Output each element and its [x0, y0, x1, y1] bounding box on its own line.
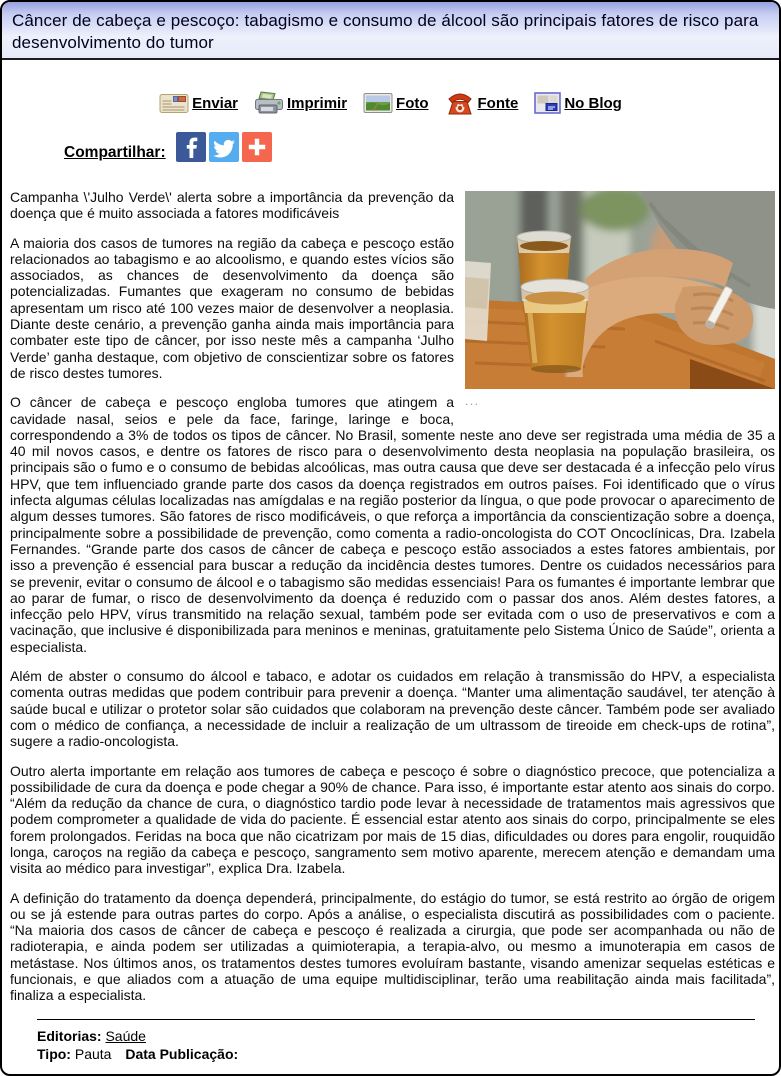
photo-caption: ... — [465, 394, 480, 408]
tipo-row — [37, 1045, 755, 1063]
toolbar-item-label: Foto — [396, 94, 429, 112]
photo-container — [465, 191, 775, 407]
editoria-saude-link[interactable]: Saúde — [105, 1028, 146, 1044]
toolbar-item-noblog[interactable] — [534, 92, 622, 114]
toolbar-item-imprimir[interactable] — [254, 90, 347, 116]
toolbar-item-label: No Blog — [564, 94, 622, 112]
mail-icon — [159, 91, 189, 115]
tipo-value: Pauta — [74, 1046, 112, 1062]
article-paragraph: O câncer de cabeça e pescoço engloba tumores que atingem a cavidade nasal, seios e pele da face, faringe, laringe e boca, correspondendo a 3% de todos os tipos de câncer. No Brasil, somente neste ano deve ser registrada uma média de 35 a 40 mil novos casos, e dentre os fatores de risco para o desenvolvimento desta neoplasia na população brasileira, os principais são o fumo e o consumo de bebidas alcoólicas, mas outra causa que deve ser destacada é a infecção pelo vírus HPV, que tem influenciado grande parte dos casos da doença registrados em outros países. Foi identificado que o vírus infecta algumas células localizadas nas amígdalas e na região posterior da língua, o que pode provocar o aparecimento de algum desses tumores. São fatores de risco modificáveis, o que reforça a importância da conscientização sobre a doença, principalmente sobre a possibilidade de prevenção, como comenta a radio-oncologista do COT Oncoclínicas, Dra. Izabela Fernandes. “Grande parte dos casos de câncer de cabeça e pescoço estão associados a estes fatores ambientais, por isso a prevenção é essencial para buscar a redução da incidência destes tumores. Dentre os cuidados necessários para se prevenir, evitar o consumo de álcool e o tabagismo são medidas essenciais! Para os fumantes é importante lembrar que ao parar de fumar, o risco de desenvolvimento da doença é reduzido com o passar dos anos. Além destes fatores, a infecção pelo HPV, vírus transmitido na relação sexual, também pode ser evitada com o uso de preservativos e com a vacinação, que inclusive é disponibilizada para meninos e meninas, gratuitamente pelo Sistema Único de Saúde”, orienta a especialista. — [10, 394, 776, 655]
share-label: Compartilhar: — [64, 144, 166, 161]
share-plus-button[interactable] — [242, 132, 272, 162]
toolbar — [2, 87, 779, 119]
blog-icon — [534, 92, 561, 114]
editorias-label: Editorias: — [37, 1028, 102, 1044]
editorias-row — [37, 1027, 755, 1045]
photo-icon — [363, 91, 393, 115]
toolbar-item-fonte[interactable] — [445, 90, 519, 117]
toolbar-item-label: Imprimir — [287, 94, 348, 112]
article-body — [2, 189, 779, 1004]
printer-icon — [254, 90, 284, 116]
toolbar-item-label: Enviar — [192, 94, 239, 112]
article-paragraph: Outro alerta importante em relação aos tumores de cabeça e pescoço é sobre o diagnóstico precoce, que potencializa a possibilidade de cura da doença e pode chegar a 90% de chance. Para isso, é importante estar atento aos sinais do corpo. “Além da redução da chance de cura, o diagnóstico tardio pode levar à necessidade de tratamentos mais agressivos que podem comprometer a qualidade de vida do paciente. É essencial estar atento aos sinais do corpo, principalmente se eles forem prolongados. Feridas na boca que não cicatrizam por mais de 15 dias, dificuldades ou dores para engolir, rouquidão longa, caroços na região da cabeça e pescoço, sangramento sem motivo aparente, merecem atenção e demandam uma visita ao médico para investigar”, explica Dra. Izabela. — [10, 762, 775, 877]
twitter-share-button[interactable] — [209, 132, 239, 162]
toolbar-item-enviar[interactable] — [159, 91, 238, 115]
article-paragraph: A definição do tratamento da doença dependerá, principalmente, do estágio do tumor, se está restrito ao órgão de origem ou se já estende para outras partes do corpo. Após a análise, o especialista discutirá as possibilidades com o paciente. “Na maioria dos casos de câncer de cabeça e pescoço é realizada a cirurgia, que pode ser acompanhada ou não de radioterapia, e ainda podem ser utilizadas a quimioterapia, a terapia-alvo, ou mesmo a imunoterapia em casos de metástase. Nos últimos anos, os tratamentos destes tumores evoluíram bastante, visando amenizar sequelas estéticas e funcionais, e que aliados com a atuação de uma equipe multidisciplinar, terão uma reabilitação ainda mais facilitada”, finaliza a especialista. — [10, 889, 775, 1004]
phone-icon — [445, 90, 475, 117]
facebook-share-button[interactable] — [176, 132, 206, 162]
article-paragraph: Além de abster o consumo do álcool e tabaco, e adotar os cuidados em relação à transmissão do HPV, a especialista comenta outras medidas que podem contribuir para prevenir a doença. “Manter uma alimentação saudável, ter atenção à saúde bucal e utilizar o protetor solar são cuidados que colaboram na prevenção deste câncer. Também pode ser avaliado com o médico de confiança, a necessidade de incluir a realização de um ultrassom de tireoide em check-ups de rotina”, sugere a radio-oncologista. — [10, 668, 775, 750]
article-footer — [37, 1019, 755, 1063]
data-publicacao-label: Data Publicação: — [125, 1046, 239, 1062]
tipo-label: Tipo: — [37, 1046, 71, 1062]
article-lead: Campanha \'Julho Verde\' alerta sobre a importância da prevenção da doença que é muito associada a fatores modificáveis — [10, 189, 454, 222]
article-paragraph: A maioria dos casos de tumores na região da cabeça e pescoço estão relacionados ao tabagismo e ao alcoolismo, e quando estes vícios são associados, as chances de desenvolvimento da doença são potencializadas. Fumantes que exageram no consumo de bebidas apresentam um risco até 100 vezes maior de desenvolver a neoplasia. Diante deste cenário, a prevenção ganha ainda mais importância para combater este tipo de câncer, por isso neste mês a campanha ‘Julho Verde’ ganha destaque, com objetivo de conscientizar sobre os fatores de risco destes tumores. — [10, 234, 454, 381]
article-photo — [465, 191, 775, 389]
page-title: Câncer de cabeça e pescoço: tabagismo e consumo de álcool são principais fatores de risco para desenvolvimento do tumor — [12, 11, 759, 52]
footer-divider — [37, 1019, 755, 1020]
toolbar-item-foto[interactable] — [363, 91, 428, 115]
share-row — [64, 131, 779, 162]
toolbar-item-label: Fonte — [477, 94, 519, 112]
page-header — [2, 2, 779, 60]
